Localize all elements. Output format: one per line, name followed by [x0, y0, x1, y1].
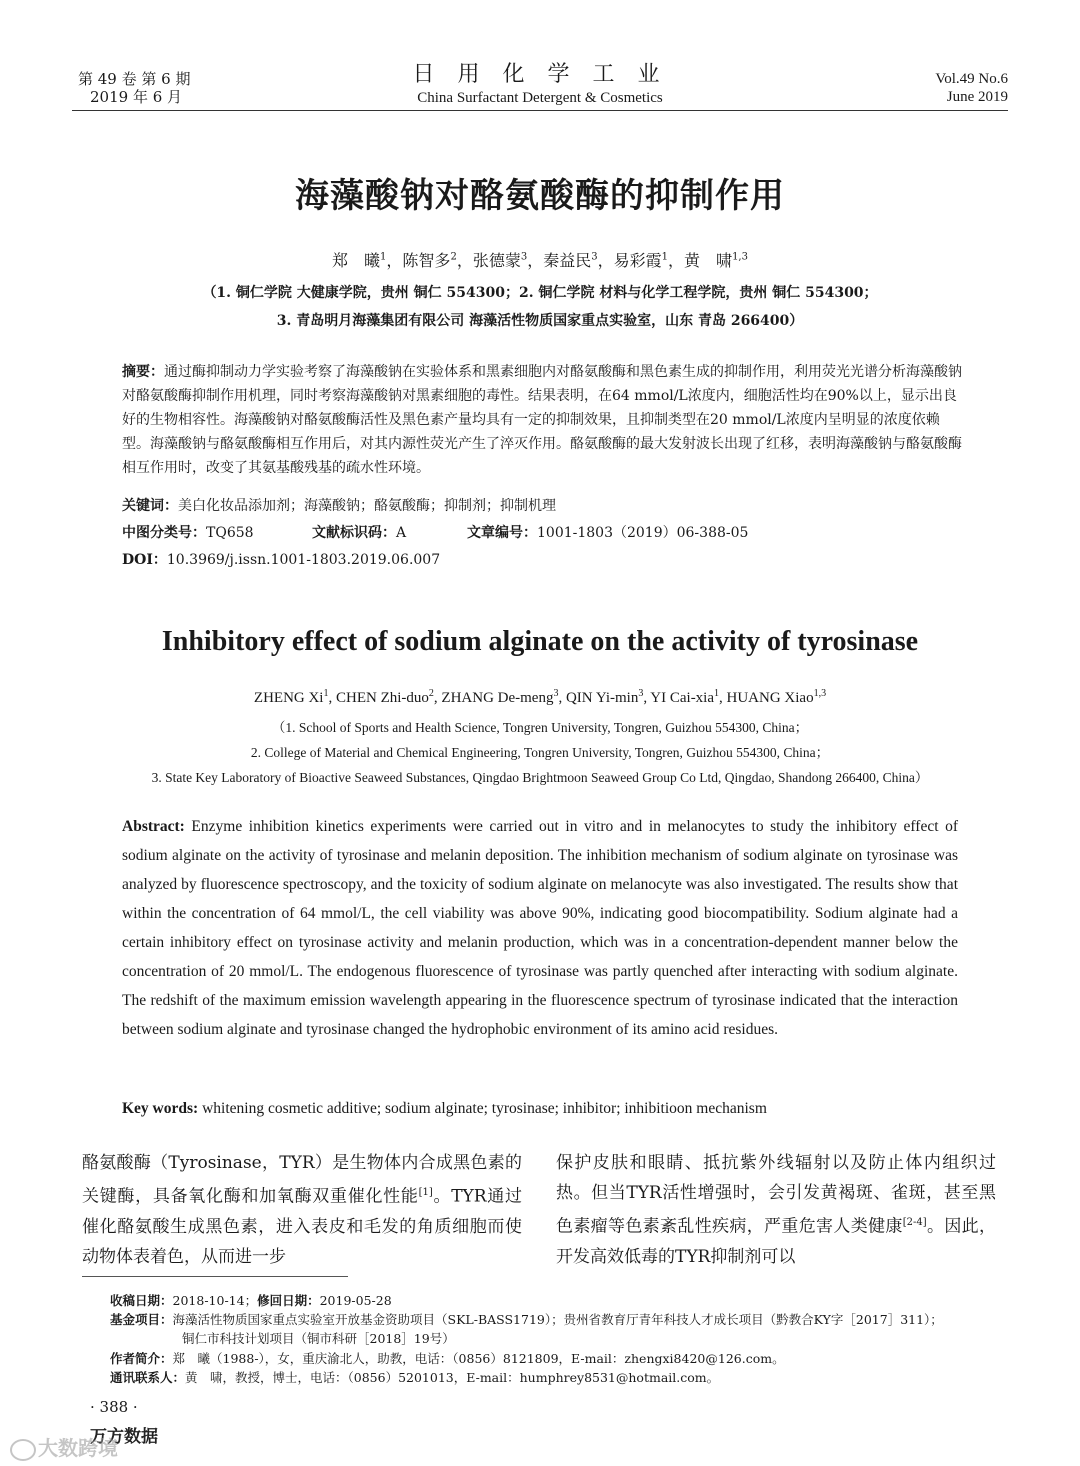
body-column-right: 保护皮肤和眼睛、抵抗紫外线辐射以及防止体内组织过热。但当TYR活性增强时，会引发黄褐斑、雀斑，甚至黑色素瘤等色素紊乱性疾病，严重危害人类健康[2-4]。因此，开发高效低毒的TYR抑制剂可以	[556, 1153, 997, 1267]
author-cn: 张德蒙$^3$	[472, 251, 528, 270]
abstract-en-label: Abstract:	[122, 818, 185, 835]
author-cn: 黄 啸$^{1,3}$	[684, 251, 748, 270]
author-list-en: ZHENG Xi$^1$, CHEN Zhi-duo$^2$, ZHANG De-meng$^3$, QIN $Yi-\min^3$, YI Cai-xia$^1$, HUANG Xiao$^{1,3}$	[253, 688, 827, 706]
author-en: YI Cai-xia$^1$	[650, 688, 720, 706]
author-cn: 郑 曦$^1$	[332, 251, 387, 270]
journal-issue-cn	[78, 70, 190, 106]
author-en: QIN $Yi-\min^3$	[565, 688, 644, 706]
footnote-fund-line2: 铜仁市科技计划项目（铜市科研［2018］19号）	[182, 1331, 455, 1346]
issue-volume: 第 49 卷 第 6 期	[78, 70, 191, 88]
author-en: ZHENG Xi$^1$	[253, 688, 329, 706]
keywords-cn-text: 美白化妆品添加剂；海藻酸钠；酪氨酸酶；抑制剂；抑制机理	[178, 498, 556, 514]
journal-issue-en	[935, 70, 1008, 106]
article-no-label: 文章编号：	[467, 525, 537, 541]
citation-ref: [1]	[418, 1187, 433, 1198]
paper-title-cn: 海藻酸钠对酪氨酸酶的抑制作用	[295, 176, 785, 216]
doi-value: 10.3969/j.issn.1001-1803.2019.06.007	[166, 552, 441, 568]
brand-logo-icon	[10, 1439, 36, 1461]
author-cn: 秦益民$^3$	[543, 251, 598, 270]
doi-label: DOI：	[122, 552, 167, 568]
doccode-label: 文献标识码：	[312, 525, 396, 541]
clc-label: 中图分类号：	[122, 525, 206, 541]
page-number: · 388 ·	[90, 1398, 138, 1416]
paper-title-en: Inhibitory effect of sodium alginate on the activity of tyrosinase	[161, 626, 919, 657]
issue-date-en: June 2019	[946, 89, 1008, 105]
abstract-en-text: Enzyme inhibition kinetics experiments were carried out in vitro and in melanocytes to study the inhibitory effect of sodium alginate on the activity of tyrosinase and melanin deposition. The inhibition mechanism of sodium alginate on tyrosinase was analyzed by fluorescence spectroscopy, and the toxicity of sodium alginate on melanocyte was also investigated. The results show that within the concentration of 64 mmol/L, the cell viability was above 90%, indicating good biocompatibility. Sodium alginate had a certain inhibitory effect on tyrosinase activity and melanin production, which was in a concentration-dependent manner below the concentration of 20 mmol/L. The endogenous fluorescence of tyrosinase was partly quenched after interacting with sodium alginate. The redshift of the maximum emission wavelength appearing in the fluorescence spectrum of tyrosinase indicated that the interaction between sodium alginate and tyrosinase changed the hydrophobic environment of its amino acid residues.	[122, 818, 958, 1038]
keywords-en	[122, 1100, 982, 1118]
footnote-author: 作者简介：郑 曦（1988-），女，重庆渝北人，助教，电话：（0856）8121809，E-mail：zhengxi8420@126.com。	[110, 1351, 785, 1366]
wanfang-watermark: 万方数据	[90, 1427, 158, 1447]
author-en: ZHANG De-meng$^3$	[441, 688, 559, 706]
journal-title-cn: 日 用 化 学 工 业	[412, 62, 668, 87]
classification-row	[122, 521, 962, 545]
doccode-value: A	[396, 525, 407, 541]
keywords-cn	[122, 494, 962, 518]
affiliation-en-2: 2. College of Material and Chemical Engineering, Tongren University, Tongren, Guizhou 554300, China；	[250, 745, 830, 760]
issue-volume-en: Vol.49 No.6	[935, 71, 1008, 87]
footnote-fund: 基金项目：海藻活性物质国家重点实验室开放基金资助项目（SKL-BASS1719）；贵州省教育厅青年科技人才成长项目（黔教合KY字［2017］311）；	[110, 1312, 943, 1327]
journal-title	[340, 62, 740, 108]
footnote-dates: 收稿日期：2018-10-14；修回日期：2019-05-28	[110, 1293, 392, 1308]
footnote-rule	[82, 1276, 348, 1277]
author-cn: 易彩霞$^1$	[613, 251, 669, 270]
author-en: HUANG Xiao$^{1,3}$	[726, 688, 827, 706]
journal-title-en: China Surfactant Detergent & Cosmetics	[417, 90, 663, 106]
author-cn: 陈智多$^2$	[402, 251, 457, 270]
affiliation-en-1: （1. School of Sports and Health Science, Tongren University, Tongren, Guizhou 554300, China；	[271, 720, 809, 735]
citation-ref: [2-4]	[902, 1217, 927, 1228]
brand-watermark: 大数跨境	[10, 1432, 118, 1461]
article-no-value: 1001-1803（2019）06-388-05	[537, 525, 749, 541]
abstract-cn-label: 摘要：	[122, 364, 164, 380]
clc-value: TQ658	[206, 525, 254, 541]
affiliation-en-3: 3. State Key Laboratory of Bioactive Seaweed Substances, Qingdao Brightmoon Seaweed Group Co Ltd, Qingdao, Shandong 266400, China）	[151, 770, 929, 785]
header-rule	[72, 110, 1008, 111]
author-list-cn: 郑 曦$^1$，陈智多$^2$，张德蒙$^3$，秦益民$^3$，易彩霞$^1$，黄 啸$^{1,3}$	[332, 251, 748, 270]
issue-date: 2019 年 6 月	[90, 88, 183, 106]
affiliation-cn-line2: 3. 青岛明月海藻集团有限公司 海藻活性物质国家重点实验室，山东 青岛 266400）	[276, 313, 804, 329]
affiliation-cn-line1: （1. 铜仁学院 大健康学院，贵州 铜仁 554300；2. 铜仁学院 材料与化学工程学院，贵州 铜仁 554300；	[202, 285, 878, 301]
keywords-en-label: Key words:	[122, 1100, 199, 1117]
keywords-cn-label: 关键词：	[122, 498, 178, 514]
footnote-contact: 通讯联系人：黄 啸，教授，博士，电话：（0856）5201013，E-mail：humphrey8531@hotmail.com。	[110, 1370, 720, 1385]
keywords-en-text: whitening cosmetic additive; sodium alginate; tyrosinase; inhibitor; inhibitioon mechanism	[202, 1100, 767, 1117]
author-en: CHEN Zhi-duo$^2$	[335, 688, 434, 706]
doi	[122, 548, 962, 572]
body-column-left: 酪氨酸酶（Tyrosinase，TYR）是生物体内合成黑色素的关键酶，具备氧化酶和加氧酶双重催化性能[1]。TYR通过催化酪氨酸生成黑色素，进入表皮和毛发的角质细胞而使动物体表着色，从而进一步	[82, 1153, 522, 1267]
abstract-cn-text: 通过酶抑制动力学实验考察了海藻酸钠在实验体系和黑素细胞内对酪氨酸酶和黑色素生成的抑制作用，利用荧光光谱分析海藻酸钠对酪氨酸酶抑制作用机理，同时考察海藻酸钠对黑素细胞的毒性。结果表明，在64 mmol/L浓度内，细胞活性均在90%以上，显示出良好的生物相容性。海藻酸钠对酪氨酸酶活性及黑色素产量均具有一定的抑制效果，且抑制类型在20 mmol/L浓度内呈明显的浓度依赖型。海藻酸钠与酪氨酸酶相互作用后，对其内源性荧光产生了淬灭作用。酪氨酸酶的最大发射波长出现了红移，表明海藻酸钠与酪氨酸酶相互作用时，改变了其氨基酸残基的疏水性环境。	[122, 364, 962, 476]
abstract-cn	[122, 360, 962, 480]
abstract-en	[122, 812, 958, 1044]
